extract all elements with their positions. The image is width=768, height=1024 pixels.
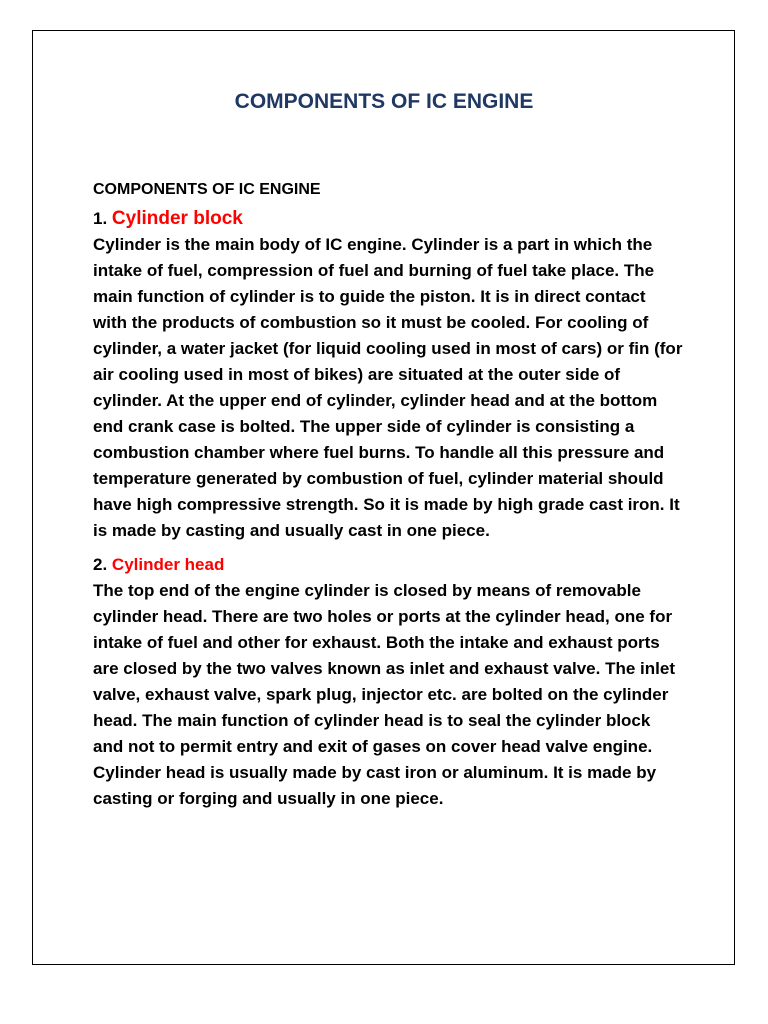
section-title: Cylinder head [111,555,225,574]
section-heading [93,552,683,578]
section-number: 2. [93,555,108,574]
section-cylinder-head [93,552,683,812]
section-number: 1. [93,209,108,228]
document-body [93,180,683,812]
section-paragraph: The top end of the engine cylinder is closed by means of removable cylinder head. There are two holes or ports at the cylinder head, one for intake of fuel and other for exhaust. Both the intake and exhaust ports are closed by the two valves known as inlet and exhaust valve. The inlet valve, exhaust valve, spark plug, injector etc. are bolted on the cylinder head. The main function of cylinder head is to seal the cylinder block and not to permit entry and exit of gases on cover head valve engine. Cylinder head is usually made by cast iron or aluminum. It is made by casting or forging and usually in one piece. [93,581,675,808]
section-heading [93,206,683,232]
document-subheading: COMPONENTS OF IC ENGINE [93,181,321,198]
section-cylinder-block [93,206,683,544]
document-title: COMPONENTS OF IC ENGINE [234,90,534,113]
section-paragraph: Cylinder is the main body of IC engine. Cylinder is a part in which the intake of fuel, compression of fuel and burning of fuel take place. The main function of cylinder is to guide the piston. It is in direct contact with the products of combustion so it must be cooled. For cooling of cylinder, a water jacket (for liquid cooling used in most of cars) or fin (for air cooling used in most of bikes) are situated at the outer side of cylinder. At the upper end of cylinder, cylinder head and at the bottom end crank case is bolted. The upper side of cylinder is consisting a combustion chamber where fuel burns. To handle all this pressure and temperature generated by combustion of fuel, cylinder material should have high compressive strength. So it is made by high grade cast iron. It is made by casting and usually cast in one piece. [93,235,683,540]
section-title: Cylinder block [111,208,243,229]
